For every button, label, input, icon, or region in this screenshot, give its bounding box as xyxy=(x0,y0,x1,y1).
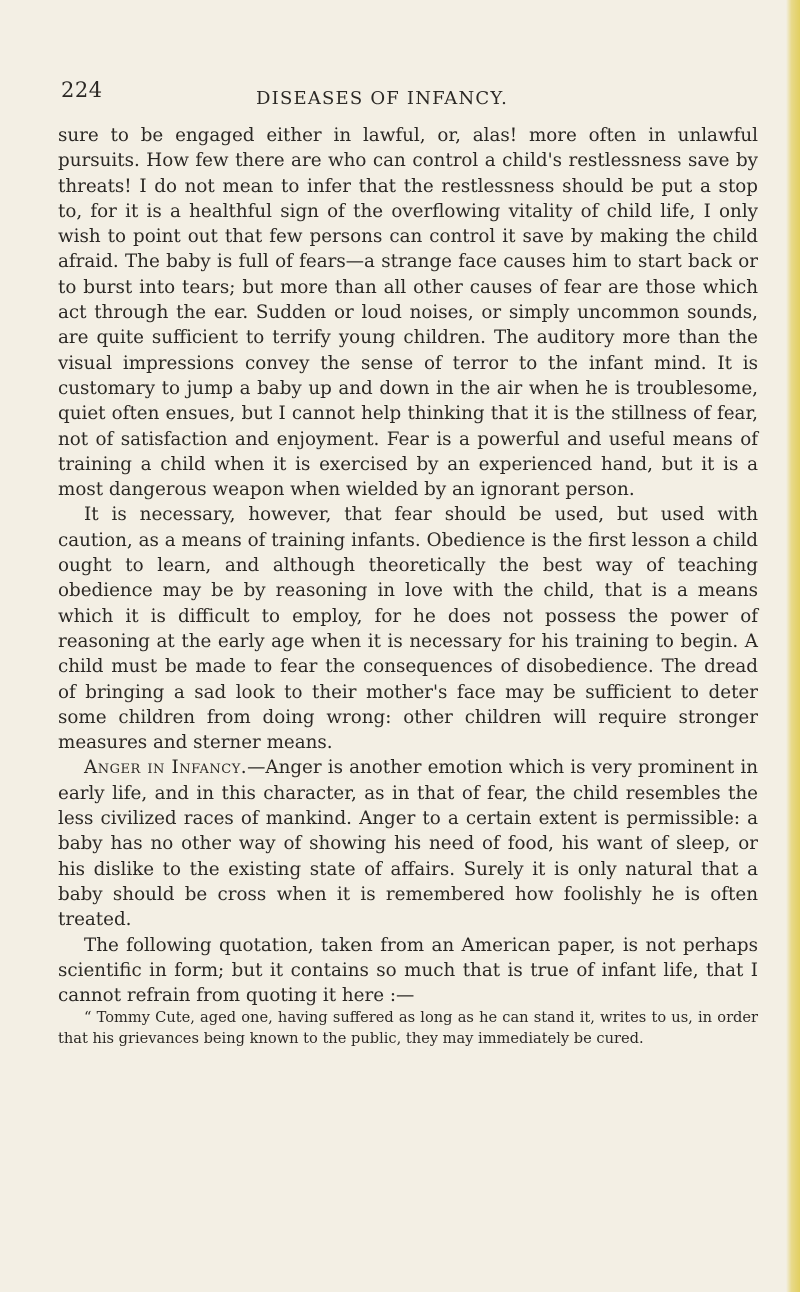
paragraph-anger xyxy=(58,755,758,932)
page-number: 224 xyxy=(61,78,103,102)
section-heading-anger-in-infancy: Anger in Infancy. xyxy=(84,757,248,779)
paragraph-anger-text: —Anger is another emotion which is very prominent in early life, and in this character, as in that of fear, the child resembles the less civilized races of mankind. Anger to a certain extent is permissible: a baby has no other way of showing his need of food, his want of sleep, or his dislike to the existing state of affairs. Surely it is only natural that a baby should be cross when it is remembered how foolishly he is often treated. xyxy=(58,757,758,931)
running-head: DISEASES OF INFANCY. xyxy=(256,88,509,109)
page-edge xyxy=(786,0,800,1292)
block-quote: “ Tommy Cute, aged one, having suffered as long as he can stand it, writes to us, in order that his grievances being known to the public, they may immediately be cured. xyxy=(58,1009,758,1047)
body-text xyxy=(58,123,758,1049)
paragraph-quotation-intro: The following quotation, taken from an American paper, is not perhaps scientific in form; but it contains so much that is true of infant life, that I cannot refrain from quoting it here :— xyxy=(58,934,758,1007)
paragraph-continuation: sure to be engaged either in lawful, or, alas! more often in unlawful pursuits. How few there are who can control a child's restlessness save by threats! I do not mean to infer that the restlessness should be put a stop to, for it is a healthful sign of the overflowing vitality of child life, I only wish to point out that few persons can control it save by making the child afraid. The baby is full of fears—a strange face causes him to start back or to burst into tears; but more than all other causes of fear are those which act through the ear. Sudden or loud noises, or simply uncommon sounds, are quite sufficient to terrify young children. The auditory more than the visual impressions convey the sense of terror to the infant mind. It is customary to jump a baby up and down in the air when he is troublesome, quiet often ensues, but I cannot help thinking that it is the stillness of fear, not of satisfaction and enjoyment. Fear is a powerful and useful means of training a child when it is exercised by an experienced hand, but it is a most dangerous weapon when wielded by an ignorant person. xyxy=(58,125,758,501)
paragraph-fear-training: It is necessary, however, that fear should be used, but used with caution, as a means of training infants. Obedience is the first lesson a child ought to learn, and although theoretically the best way of teaching obedience may be by reasoning in love with the child, that is a means which it is difficult to employ, for he does not possess the power of reasoning at the early age when it is necessary for his training to begin. A child must be made to fear the consequences of disobedience. The dread of bringing a sad look to their mother's face may be sufficient to deter some children from doing wrong: other children will require stronger measures and sterner means. xyxy=(58,504,758,754)
